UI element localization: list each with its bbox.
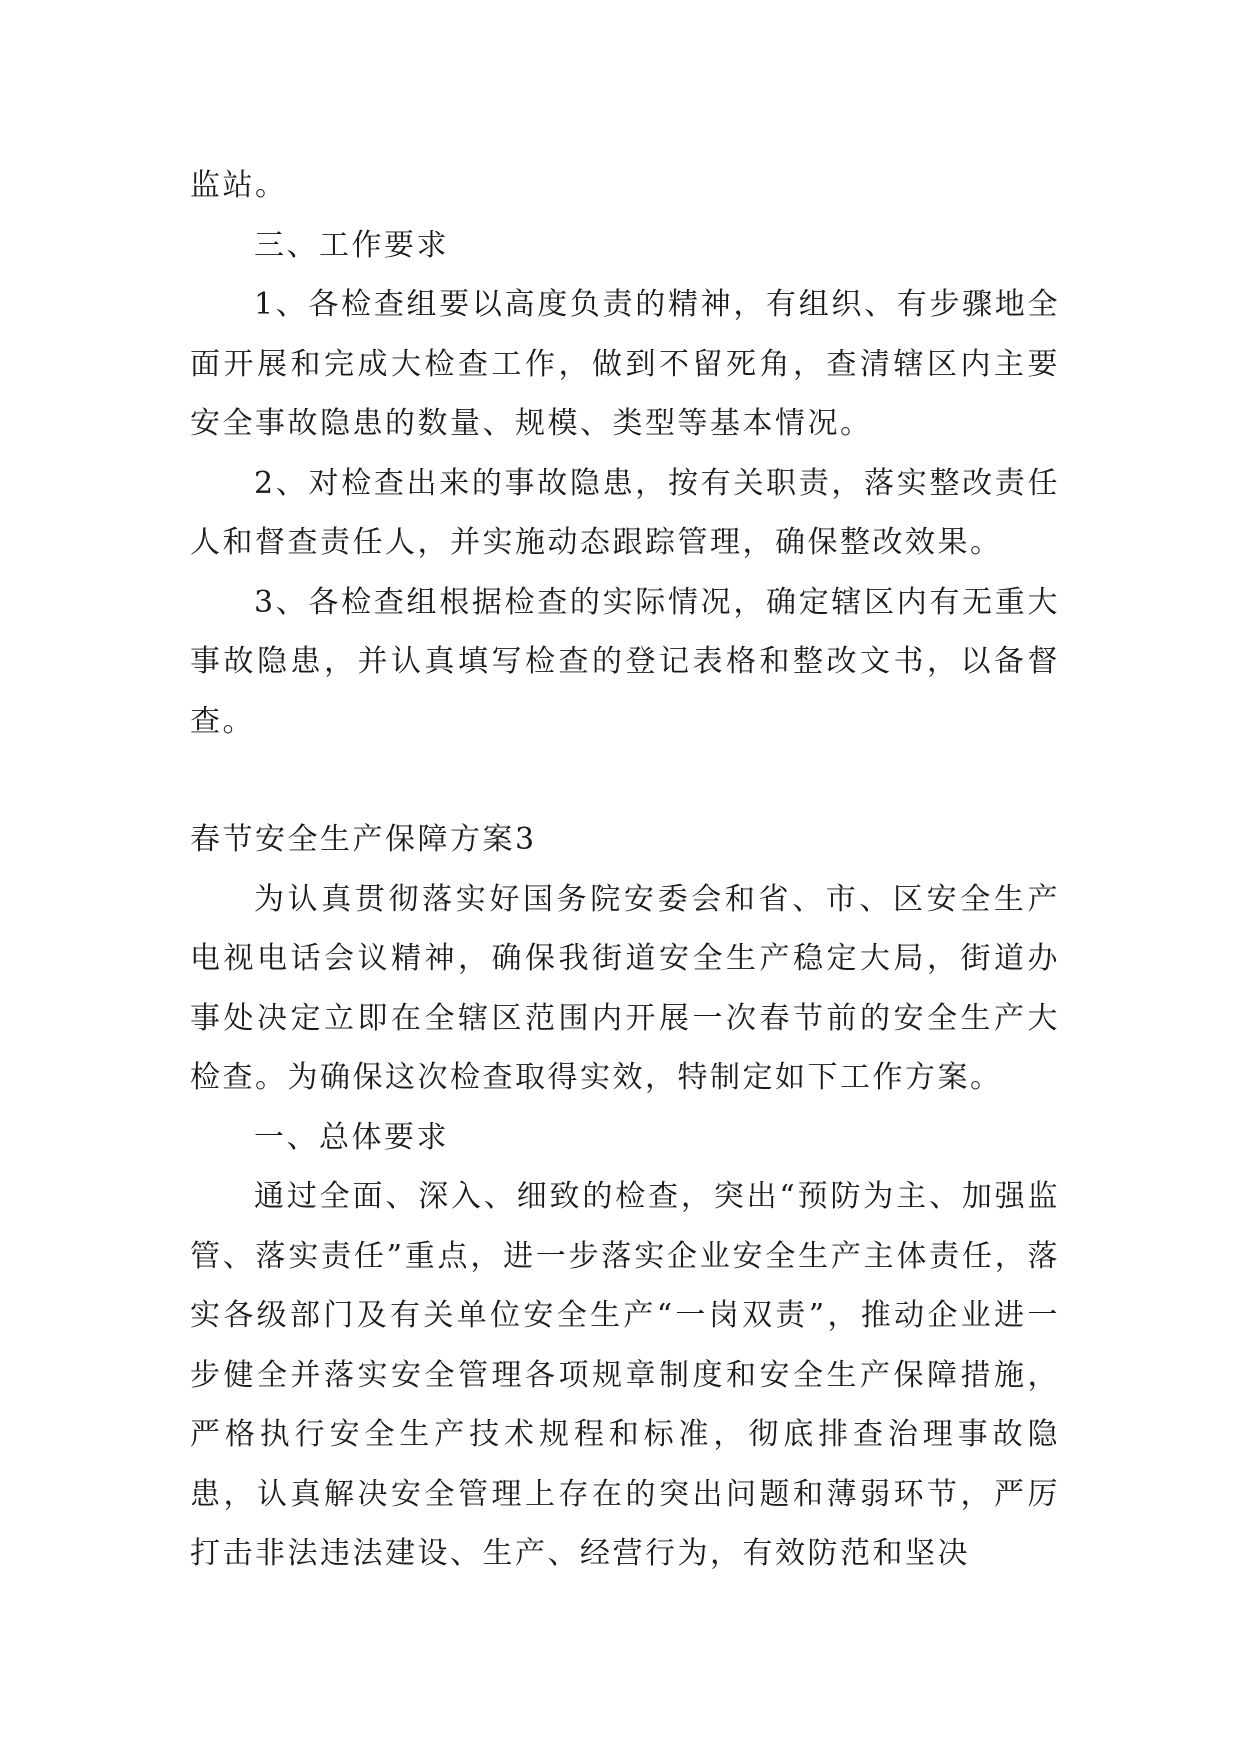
requirement-item-3: 3、各检查组根据检查的实际情况，确定辖区内有无重大事故隐患，并认真填写检查的登记表格和整改文书，以备督查。 bbox=[190, 584, 1060, 739]
section-spacer bbox=[190, 751, 1060, 810]
requirement-item-2: 2、对检查出来的事故隐患，按有关职责，落实整改责任人和督查责任人，并实施动态跟踪管理，确保整改效果。 bbox=[190, 465, 1060, 560]
requirement-item-1: 1、各检查组要以高度负责的精神，有组织、有步骤地全面开展和完成大检查工作，做到不留死角，查清辖区内主要安全事故隐患的数量、规模、类型等基本情况。 bbox=[190, 287, 1060, 441]
intro-paragraph: 为认真贯彻落实好国务院安委会和省、市、区安全生产电视电话会议精神，确保我街道安全生产稳定大局，街道办事处决定立即在全辖区范围内开展一次春节前的安全生产大检查。为确保这次检查取得实效，特制定如下工作方案。 bbox=[190, 881, 1060, 1095]
general-requirements-paragraph: 通过全面、深入、细致的检查，突出“预防为主、加强监管、落实责任”重点，进一步落实企业安全生产主体责任，落实各级部门及有关单位安全生产“一岗双责”，推动企业进一步健全并落实安全管理各项规章制度和安全生产保障措施，严格执行安全生产技术规程和标准，彻底排查治理事故隐患，认真解决安全管理上存在的突出问题和薄弱环节，严厉打击非法违法建设、生产、经营行为，有效防范和坚决 bbox=[190, 1179, 1060, 1571]
section-heading-general-requirements: 一、总体要求 bbox=[254, 1119, 449, 1155]
continuation-text: 监站。 bbox=[190, 168, 288, 203]
document-title: 春节安全生产保障方案3 bbox=[190, 822, 537, 857]
section-heading-work-requirements: 三、工作要求 bbox=[254, 227, 449, 263]
document-body bbox=[190, 156, 1060, 1584]
